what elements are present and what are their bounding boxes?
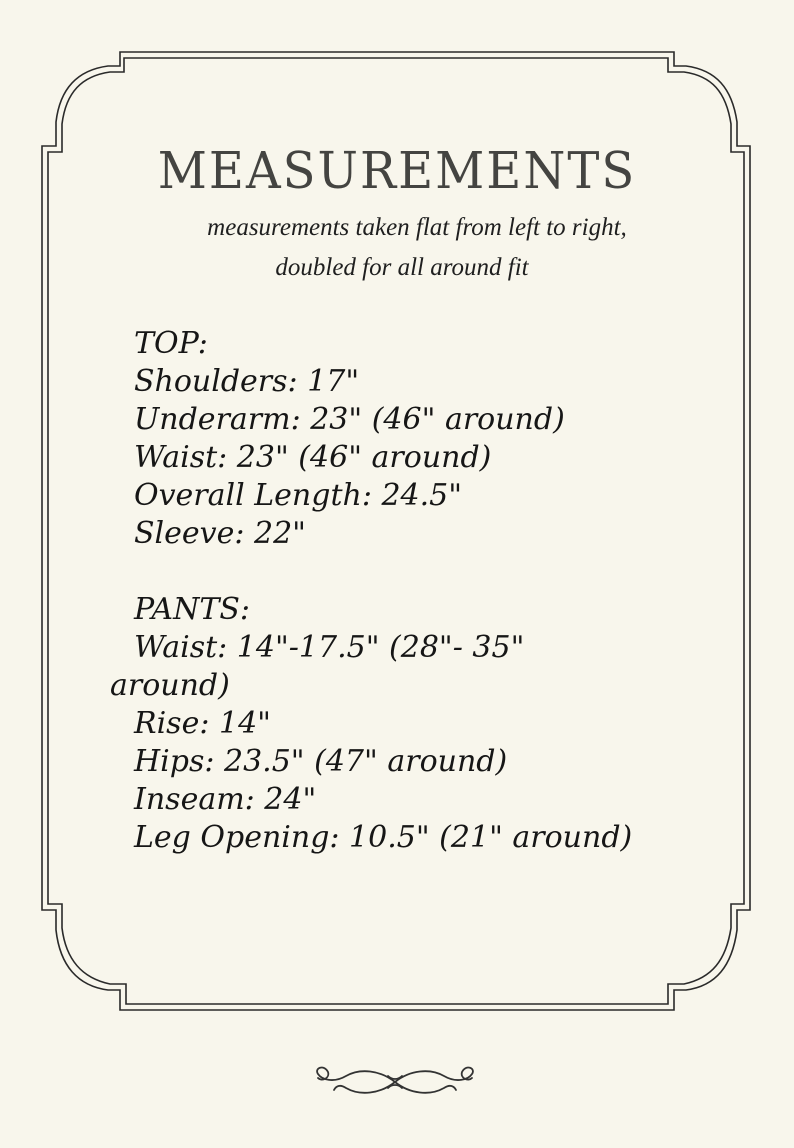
top-item-waist: Waist: 23" (46" around) xyxy=(134,440,492,475)
flourish-ornament-icon xyxy=(310,1064,480,1100)
page-title: MEASUREMENTS xyxy=(157,141,637,201)
pants-item-rise: Rise: 14" xyxy=(134,706,271,741)
top-heading: TOP: xyxy=(134,326,208,361)
subtitle-line-1: measurements taken flat from left to right, xyxy=(207,214,627,241)
pants-heading: PANTS: xyxy=(134,592,251,627)
subtitle-line-2: doubled for all around fit xyxy=(275,254,529,281)
top-item-shoulders: Shoulders: 17" xyxy=(134,364,360,399)
pants-item-hips: Hips: 23.5" (47" around) xyxy=(134,744,508,779)
pants-item-waist: Waist: 14"-17.5" (28"- 35" xyxy=(134,630,525,665)
pants-item-inseam: Inseam: 24" xyxy=(134,782,317,817)
pants-item-leg-opening: Leg Opening: 10.5" (21" around) xyxy=(134,820,633,855)
pants-item-waist-continued: around) xyxy=(110,668,230,703)
top-item-overall-length: Overall Length: 24.5" xyxy=(134,478,463,513)
top-item-underarm: Underarm: 23" (46" around) xyxy=(134,402,565,437)
top-item-sleeve: Sleeve: 22" xyxy=(134,516,306,551)
